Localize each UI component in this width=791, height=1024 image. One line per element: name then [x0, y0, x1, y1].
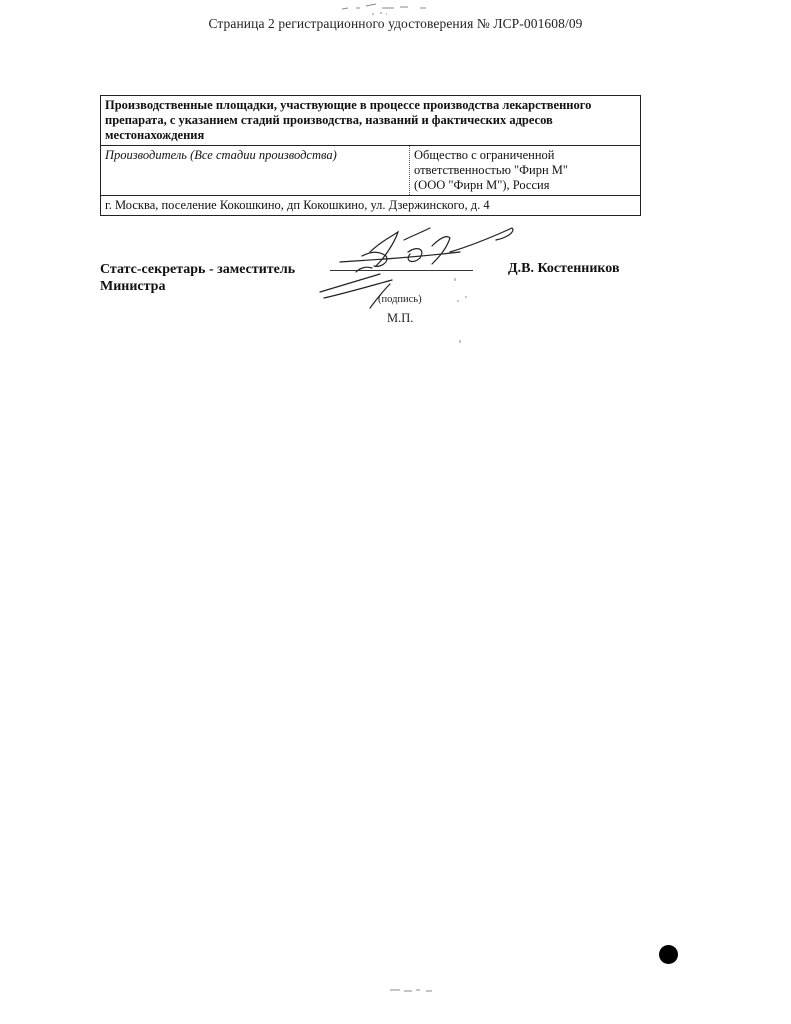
- signer-name: Д.В. Костенников: [508, 261, 620, 276]
- company-line: ответственностью "Фирн М": [414, 163, 568, 177]
- manufacturer-company: [410, 146, 641, 196]
- scan-dot: [659, 945, 678, 964]
- production-sites-table: [100, 95, 641, 216]
- table-heading-row: [101, 96, 641, 146]
- company-line: Общество с ограниченной: [414, 148, 555, 162]
- table-row: [101, 196, 641, 216]
- company-line: (ООО "Фирн М"), Россия: [414, 178, 550, 192]
- signer-title-line: Министра: [100, 279, 166, 294]
- signature-caption: (подпись): [378, 294, 422, 305]
- signature-line: [330, 270, 473, 271]
- manufacturer-role: Производитель (Все стадии производства): [101, 146, 410, 196]
- table-row: [101, 146, 641, 196]
- site-address: г. Москва, поселение Кокошкино, дп Кокошкино, ул. Дзержинского, д. 4: [101, 196, 641, 216]
- signer-title-line: Статс-секретарь - заместитель: [100, 262, 296, 277]
- table-heading: Производственные площадки, участвующие в процессе производства лекарственного препарата, с указанием стадий производства, названий и фактических адресов местонахождения: [101, 96, 641, 146]
- page-title: Страница 2 регистрационного удостоверения № ЛСР-001608/09: [208, 16, 583, 31]
- signer-title: [100, 261, 320, 295]
- seal-caption: М.П.: [387, 311, 414, 325]
